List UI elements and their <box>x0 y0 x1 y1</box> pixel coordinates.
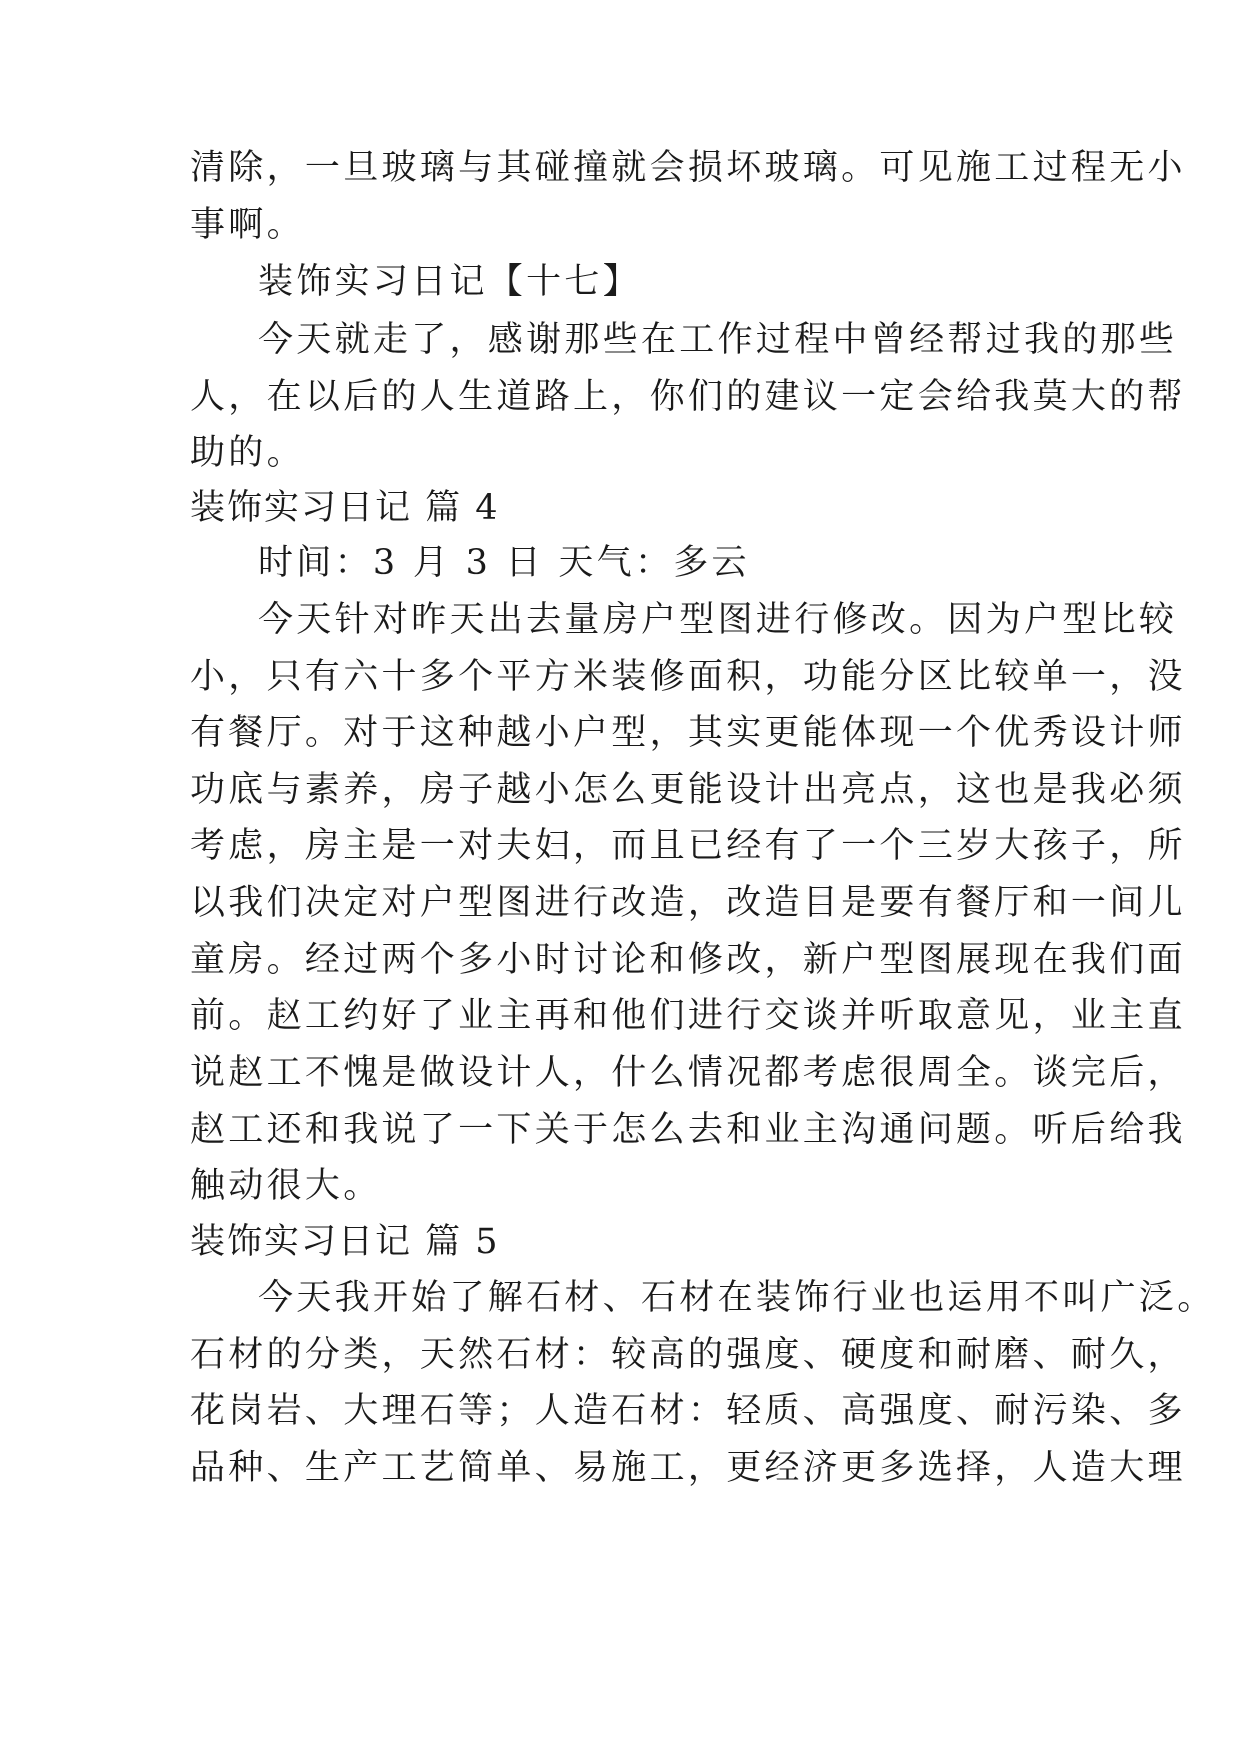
body-text-line: 人，在以后的人生道路上，你们的建议一定会给我莫大的帮 <box>190 377 1186 417</box>
body-text-line: 品种、生产工艺简单、易施工，更经济更多选择，人造大理 <box>190 1448 1186 1488</box>
body-text-line: 童房。经过两个多小时讨论和修改，新户型图展现在我们面 <box>190 940 1186 980</box>
body-text-line: 有餐厅。对于这种越小户型，其实更能体现一个优秀设计师 <box>190 713 1186 753</box>
body-text-line: 考虑，房主是一对夫妇，而且已经有了一个三岁大孩子，所 <box>190 826 1186 866</box>
body-text-line: 今天就走了，感谢那些在工作过程中曾经帮过我的那些 <box>258 320 1178 360</box>
body-text-line: 赵工还和我说了一下关于怎么去和业主沟通问题。听后给我 <box>190 1110 1186 1150</box>
body-text-line: 助的。 <box>190 433 305 473</box>
body-text-line: 小，只有六十多个平方米装修面积，功能分区比较单一，没 <box>190 657 1186 697</box>
body-text-line: 花岗岩、大理石等；人造石材：轻质、高强度、耐污染、多 <box>190 1391 1186 1431</box>
date-weather-line: 时间：3 月 3 日 天气：多云 <box>258 543 750 583</box>
body-text-line: 今天针对昨天出去量房户型图进行修改。因为户型比较 <box>258 600 1178 640</box>
body-text-line: 前。赵工约好了业主再和他们进行交谈并听取意见，业主直 <box>190 996 1186 1036</box>
body-text-line: 事啊。 <box>190 205 305 245</box>
body-text-line: 清除，一旦玻璃与其碰撞就会损坏玻璃。可见施工过程无小 <box>190 148 1186 188</box>
body-text-line: 触动很大。 <box>190 1166 382 1206</box>
body-text-line: 石材的分类，天然石材：较高的强度、硬度和耐磨、耐久， <box>190 1335 1186 1375</box>
body-text-line: 今天我开始了解石材、石材在装饰行业也运用不叫广泛。 <box>258 1278 1216 1318</box>
section-heading: 装饰实习日记 篇 4 <box>190 488 500 528</box>
section-heading: 装饰实习日记 篇 5 <box>190 1222 500 1262</box>
body-text-line: 以我们决定对户型图进行改造，改造目是要有餐厅和一间儿 <box>190 883 1186 923</box>
body-text-line: 说赵工不愧是做设计人，什么情况都考虑很周全。谈完后， <box>190 1053 1186 1093</box>
diary-entry-heading: 装饰实习日记【十七】 <box>258 262 642 302</box>
body-text-line: 功底与素养，房子越小怎么更能设计出亮点，这也是我必须 <box>190 770 1186 810</box>
